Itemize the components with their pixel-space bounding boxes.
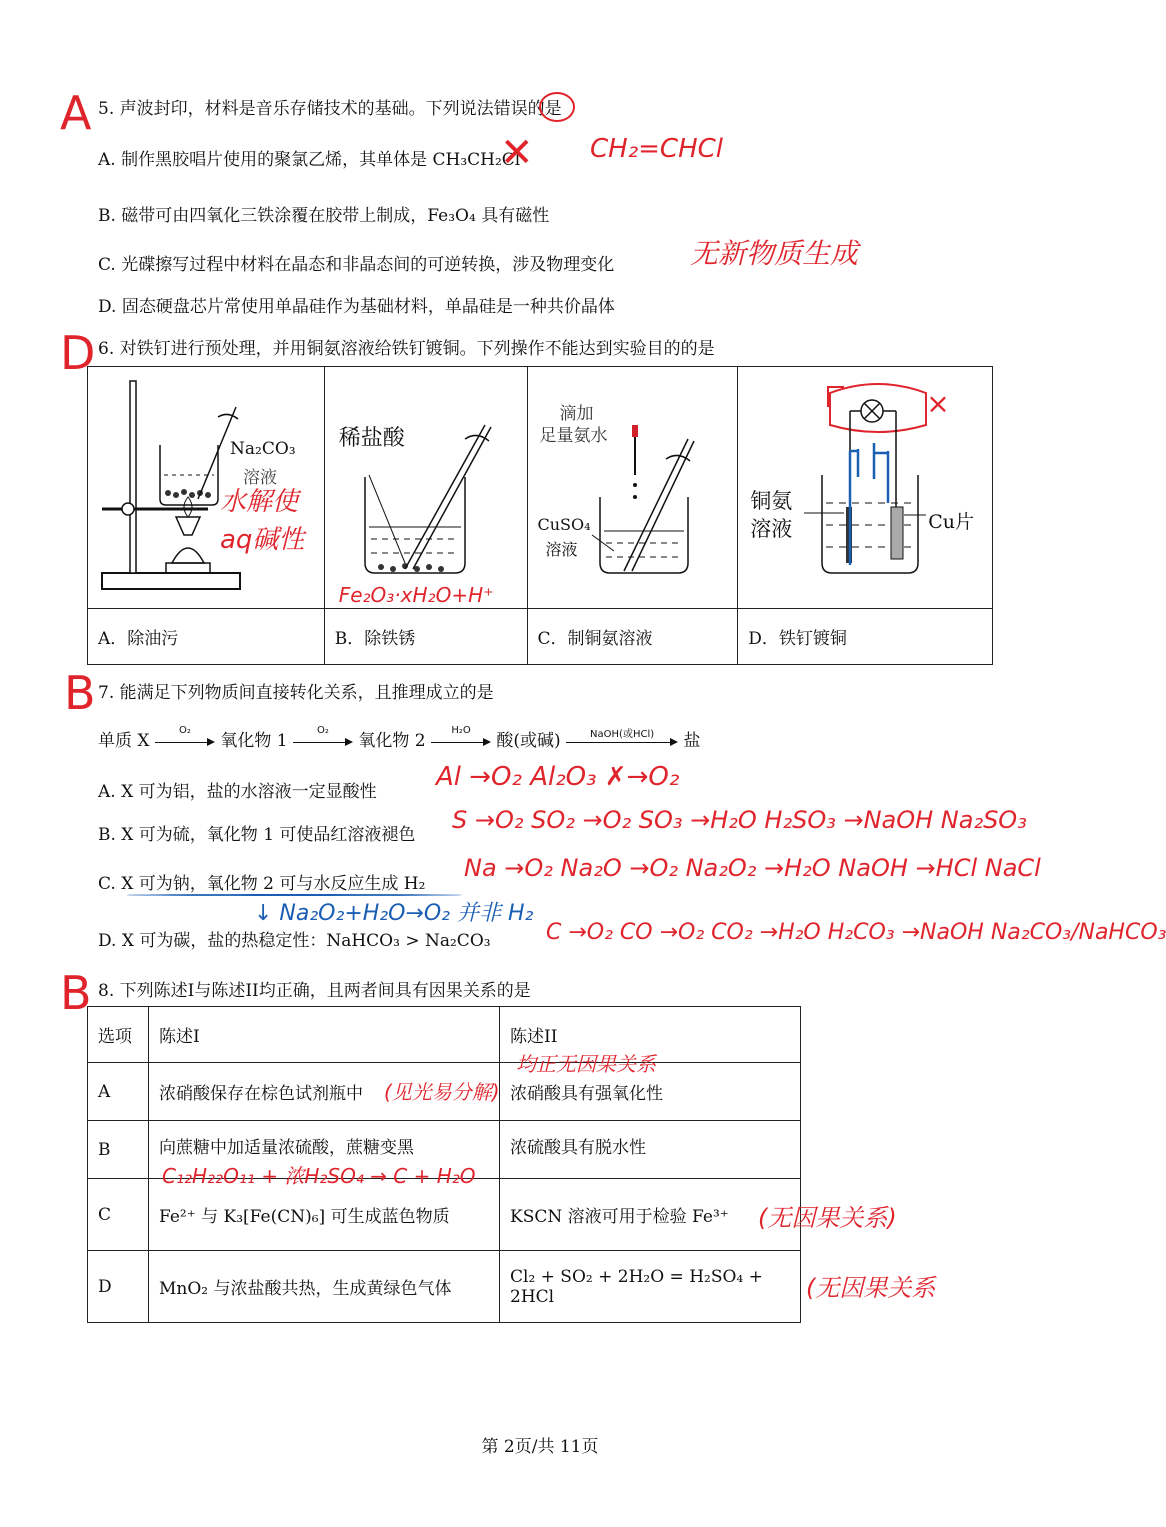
- q8-header-statement-2: 陈述II: [500, 1007, 801, 1063]
- q8-header-row: [88, 1007, 801, 1063]
- q8-row-c-statement-1: Fe²⁺ 与 K₃[Fe(CN)₆] 可生成蓝色物质: [149, 1179, 500, 1251]
- q7-option-a: A. X 可为铝，盐的水溶液一定显酸性: [98, 782, 377, 802]
- q7-chain-s1: 单质 X: [98, 731, 150, 751]
- q8-note-a2: 均正无因果关系: [516, 1052, 656, 1076]
- q6-b-reagent-label: 稀盐酸: [338, 426, 405, 451]
- q8-stem: 8. 下列陈述I与陈述II均正确，且两者间具有因果关系的是: [98, 981, 531, 1001]
- q7-chain-s5: 盐: [683, 731, 701, 751]
- q8-row-a-statement-1: 浓硝酸保存在棕色试剂瓶中: [149, 1063, 500, 1121]
- q6-c-top-label-1: 滴加: [559, 404, 594, 424]
- q6-figure-d: [738, 367, 993, 609]
- q8-row-b-statement-1: 向蔗糖中加适量浓硫酸，蔗糖变黑: [149, 1121, 500, 1179]
- q5-note-c: 无新物质生成: [690, 237, 859, 270]
- q7-chain-s2: 氧化物 1: [220, 731, 288, 751]
- q6-c-solution-label: 溶液: [545, 540, 578, 559]
- q8-header-option: 选项: [88, 1007, 149, 1063]
- q5-option-d: D. 固态硬盘芯片常使用单晶硅作为基础材料，单晶硅是一种共价晶体: [98, 297, 615, 317]
- q6-d-plate-label: Cu片: [928, 511, 975, 533]
- q7-conversion-chain: [98, 726, 701, 751]
- q7-option-c: C. X 可为钠，氧化物 2 可与水反应生成 H₂: [98, 874, 426, 894]
- q6-d-solution-label-2: 溶液: [750, 517, 793, 541]
- q8-row-a-statement-2: 浓硝酸具有强氧化性: [500, 1063, 801, 1121]
- q6-a-reagent-formula: Na₂CO₃: [230, 439, 296, 459]
- q8-note-d: (无因果关系: [806, 1274, 936, 1302]
- q8-row-a-option: A: [88, 1063, 149, 1121]
- q7-note-a: Al →O₂ Al₂O₃ ✗→O₂: [436, 762, 680, 792]
- q8-row-d-statement-2: Cl₂ + SO₂ + 2H₂O = H₂SO₄ + 2HCl: [500, 1251, 801, 1323]
- q6-figure-c: [527, 367, 738, 609]
- q7-note-c: Na →O₂ Na₂O →O₂ Na₂O₂ →H₂O NaOH →HCl NaCl: [464, 854, 1041, 882]
- q8-header-statement-1: 陈述I: [149, 1007, 500, 1063]
- q7-note-c-blue: ↓ Na₂O₂+H₂O→O₂ 并非 H₂: [254, 901, 534, 926]
- q7-option-d: D. X 可为碳，盐的热稳定性：NaHCO₃ > Na₂CO₃: [98, 931, 491, 951]
- q8-note-a1: (见光易分解): [384, 1080, 500, 1104]
- q8-note-c: (无因果关系): [758, 1204, 897, 1232]
- q6-caption-d: D．铁钉镀铜: [738, 609, 993, 665]
- q7-note-b: S →O₂ SO₂ →O₂ SO₃ →H₂O H₂SO₃ →NaOH Na₂SO₃: [452, 806, 1027, 834]
- q7-chain-s3: 氧化物 2: [358, 731, 426, 751]
- q6-answer-mark: D: [60, 326, 96, 380]
- q6-note-d: ×: [926, 387, 950, 420]
- q5-circle-mark: [539, 92, 575, 122]
- q6-a-reagent-label: 溶液: [243, 468, 277, 488]
- q8-answer-mark: B: [60, 966, 92, 1020]
- table-row: [88, 1179, 801, 1251]
- q8-row-b-statement-2: 浓硫酸具有脱水性: [500, 1121, 801, 1179]
- q7-chain-arrow-2: O₂: [293, 735, 353, 749]
- q6-note-a1: 水解使: [220, 487, 299, 517]
- q8-row-b-option: B: [88, 1121, 149, 1179]
- q6-figure-b: [324, 367, 527, 609]
- q8-row-d-option: D: [88, 1251, 149, 1323]
- page-number: 第 2页/共 11页: [481, 1437, 599, 1457]
- q6-apparatus-table: [87, 366, 993, 665]
- q6-note-a2: aq碱性: [220, 525, 305, 555]
- q7-chain-arrow-4: NaOH(或HCl): [566, 735, 678, 749]
- q6-caption-a: A．除油污: [88, 609, 325, 665]
- q5-cross-mark: ✕: [500, 130, 534, 176]
- q6-d-solution-label-1: 铜氨: [750, 489, 793, 513]
- q5-stem: 5. 声波封印，材料是音乐存储技术的基础。下列说法错误的是: [98, 99, 562, 119]
- q8-row-c-option: C: [88, 1179, 149, 1251]
- q5-note-a: CH₂=CHCl: [590, 134, 723, 164]
- q8-row-d-statement-1: MnO₂ 与浓盐酸共热，生成黄绿色气体: [149, 1251, 500, 1323]
- q5-option-a: A. 制作黑胶唱片使用的聚氯乙烯，其单体是 CH₃CH₂Cl: [98, 150, 521, 170]
- q7-answer-mark: B: [64, 666, 96, 720]
- q7-chain-s4: 酸(或碱): [496, 731, 561, 751]
- q6-stem: 6. 对铁钉进行预处理，并用铜氨溶液给铁钉镀铜。下列操作不能达到实验目的的是: [98, 339, 715, 359]
- q7-option-b: B. X 可为硫，氧化物 1 可使品红溶液褪色: [98, 825, 416, 845]
- q6-c-solution-formula: CuSO₄: [537, 515, 591, 534]
- q7-chain-arrow-3: H₂O: [431, 735, 491, 749]
- q6-note-b: Fe₂O₃·xH₂O+H⁺: [338, 583, 494, 607]
- q6-figure-a: [88, 367, 325, 609]
- q8-row-c-statement-2: KSCN 溶液可用于检验 Fe³⁺: [500, 1179, 801, 1251]
- q7-stem: 7. 能满足下列物质间直接转化关系，且推理成立的是: [98, 683, 494, 703]
- q6-caption-b: B．除铁锈: [324, 609, 527, 665]
- q5-answer-mark: A: [60, 86, 92, 140]
- q5-option-c: C. 光碟擦写过程中材料在晶态和非晶态间的可逆转换，涉及物理变化: [98, 255, 615, 275]
- q5-option-b: B. 磁带可由四氧化三铁涂覆在胶带上制成，Fe₃O₄ 具有磁性: [98, 206, 550, 226]
- q7-chain-arrow-1: O₂: [155, 735, 215, 749]
- q6-c-top-label-2: 足量氨水: [539, 426, 608, 446]
- table-row: [88, 1251, 801, 1323]
- q6-caption-c: C．制铜氨溶液: [527, 609, 738, 665]
- q8-note-b: C₁₂H₂₂O₁₁ + 浓H₂SO₄ → C + H₂O: [162, 1164, 476, 1188]
- q7-note-d: C →O₂ CO →O₂ CO₂ →H₂O H₂CO₃ →NaOH Na₂CO₃/NaHCO₃: [546, 920, 1166, 945]
